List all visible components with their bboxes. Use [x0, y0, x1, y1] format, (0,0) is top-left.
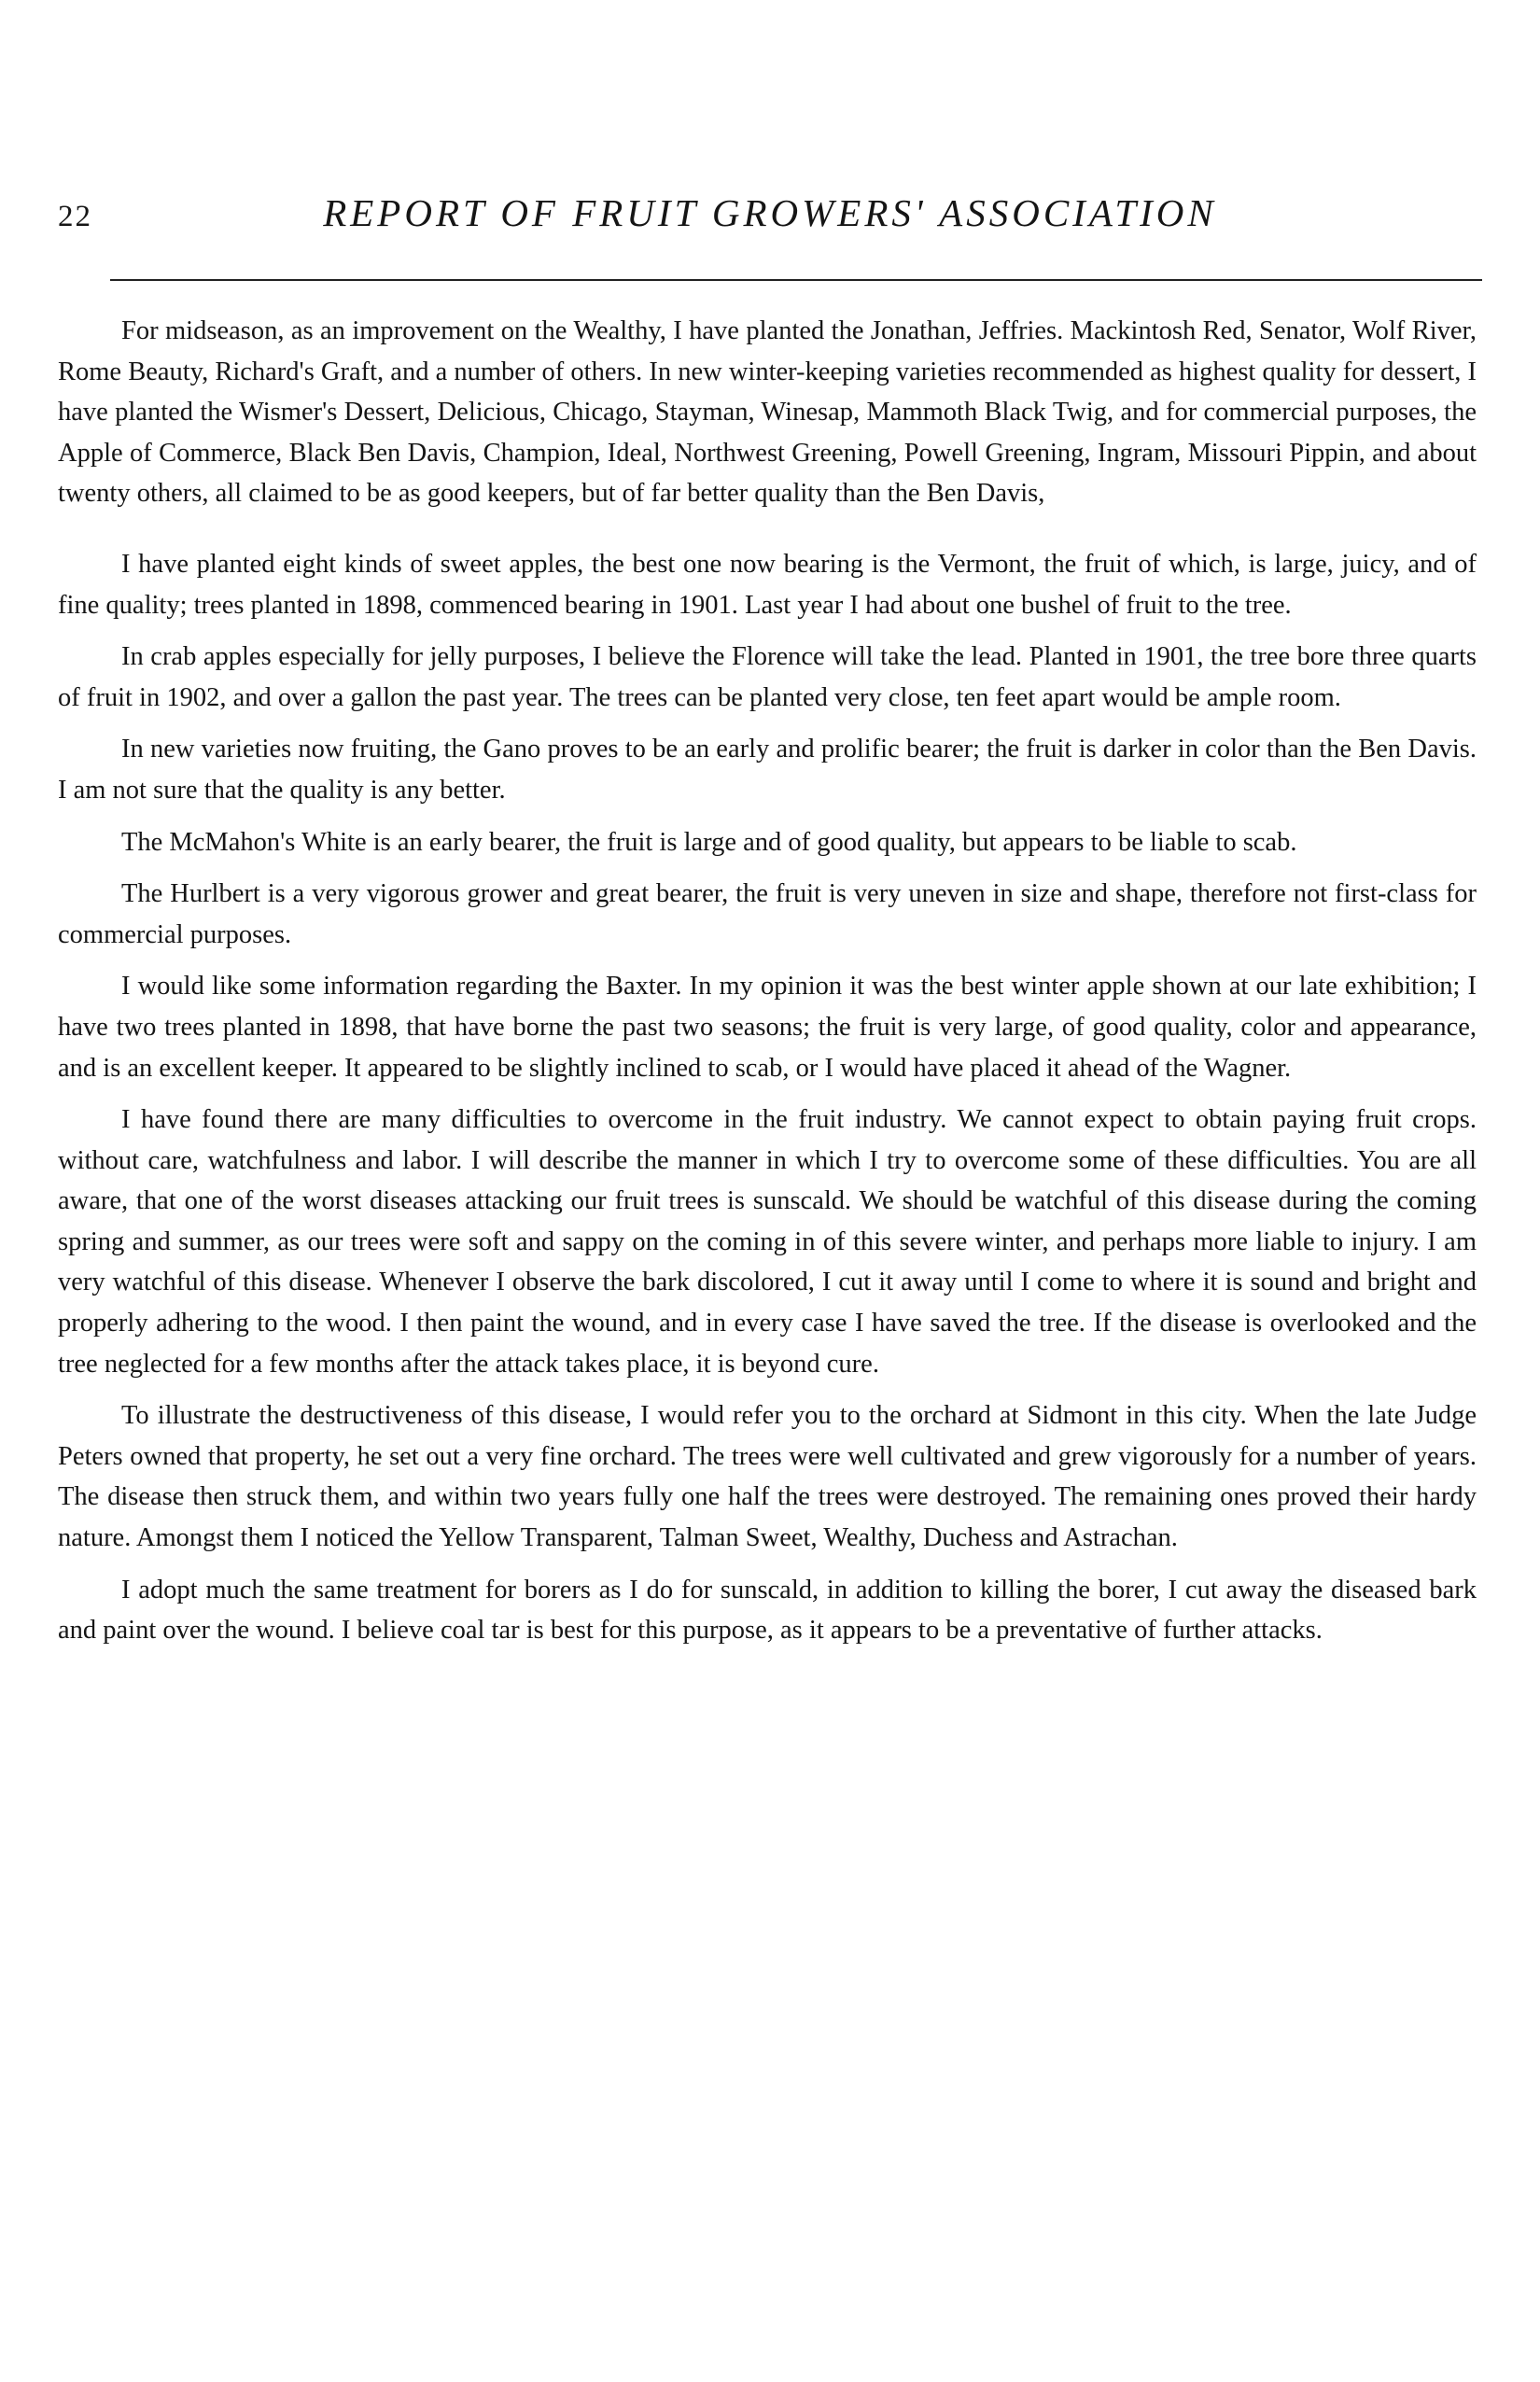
paragraph-baxter: I would like some information regarding the Baxter. In my opinion it was the best winter apple shown at our late exhibition; I have two trees planted in 1898, that have borne the past two seasons; the fruit is very large, of good quality, color and appearance, and is an excellent keeper. It appeared to be slightly inclined to scab, or I would have placed it ahead of the Wagner.: [58, 972, 1477, 1083]
paragraph-borers: I adopt much the same treatment for borers as I do for sunscald, in addition to killing the borer, I cut away the diseased bark and paint over the wound. I believe coal tar is best for this purpose, as it appears to be a preventative of further attacks.: [58, 1575, 1477, 1646]
paragraph-mcmahons-white: The McMahon's White is an early bearer, the fruit is large and of good quality, but appears to be liable to scab.: [121, 827, 1297, 857]
page-number: 22: [58, 200, 92, 233]
paragraph-sidmont-orchard: To illustrate the destructiveness of this disease, I would refer you to the orchard at Sidmont in this city. When the late Judge Peters owned that property, he set out a very fine orchard. The trees were well cultivated and grew vigorously for a number of years. The disease then struck them, and within two years fully one half the trees were destroyed. The remaining ones proved their hardy nature. Amongst them I noticed the Yellow Transparent, Talman Sweet, Wealthy, Duchess and Astrachan.: [58, 1401, 1477, 1553]
paragraph-hurlbert: The Hurlbert is a very vigorous grower and great bearer, the fruit is very uneven in size and shape, therefore not first-class for commercial purposes.: [58, 879, 1477, 949]
body-text: [58, 311, 1477, 1662]
paragraph-crab-apples: In crab apples especially for jelly purposes, I believe the Florence will take the lead. Planted in 1901, the tree bore three quarts of fruit in 1902, and over a gallon the past year. The trees can be planted very close, ten feet apart would be ample room.: [58, 642, 1477, 712]
page-header: [0, 183, 1540, 239]
paragraph-midseason-varieties: For midseason, as an improvement on the Wealthy, I have planted the Jonathan, Jeffries. Mackintosh Red, Senator, Wolf River, Rome Beauty, Richard's Graft, and a number of others. In new winter-keeping varieties recommended as highest quality for dessert, I have planted the Wismer's Dessert, Delicious, Chicago, Stayman, Winesap, Mammoth Black Twig, and for commercial purposes, the Apple of Commerce, Black Ben Davis, Champion, Ideal, Northwest Greening, Powell Greening, Ingram, Missouri Pippin, and about twenty others, all claimed to be as good keepers, but of far better quality than the Ben Davis,: [58, 316, 1477, 509]
paragraph-sunscald: I have found there are many difficulties to overcome in the fruit industry. We cannot expect to obtain paying fruit crops. without care, watchfulness and labor. I will describe the manner in which I try to overcome some of these difficulties. You are all aware, that one of the worst diseases attacking our fruit trees is sunscald. We should be watchful of this disease during the coming spring and summer, as our trees were soft and sappy on the coming in of this severe winter, and perhaps more liable to injury. I am very watchful of this disease. Whenever I observe the bark discolored, I cut it away until I come to where it is sound and bright and properly adhering to the wood. I then paint the wound, and in every case I have saved the tree. If the disease is overlooked and the tree neglected for a few months after the attack takes place, it is beyond cure.: [58, 1105, 1477, 1379]
paragraph-sweet-apples: I have planted eight kinds of sweet apples, the best one now bearing is the Vermont, the fruit of which, is large, juicy, and of fine quality; trees planted in 1898, commenced bearing in 1901. Last year I had about one bushel of fruit to the tree.: [58, 549, 1477, 620]
paragraph-new-varieties: In new varieties now fruiting, the Gano proves to be an early and prolific bearer; the fruit is darker in color than the Ben Davis. I am not sure that the quality is any better.: [58, 735, 1477, 805]
header-rule: [110, 279, 1482, 281]
running-title: REPORT OF FRUIT GROWERS' ASSOCIATION: [323, 191, 1217, 234]
